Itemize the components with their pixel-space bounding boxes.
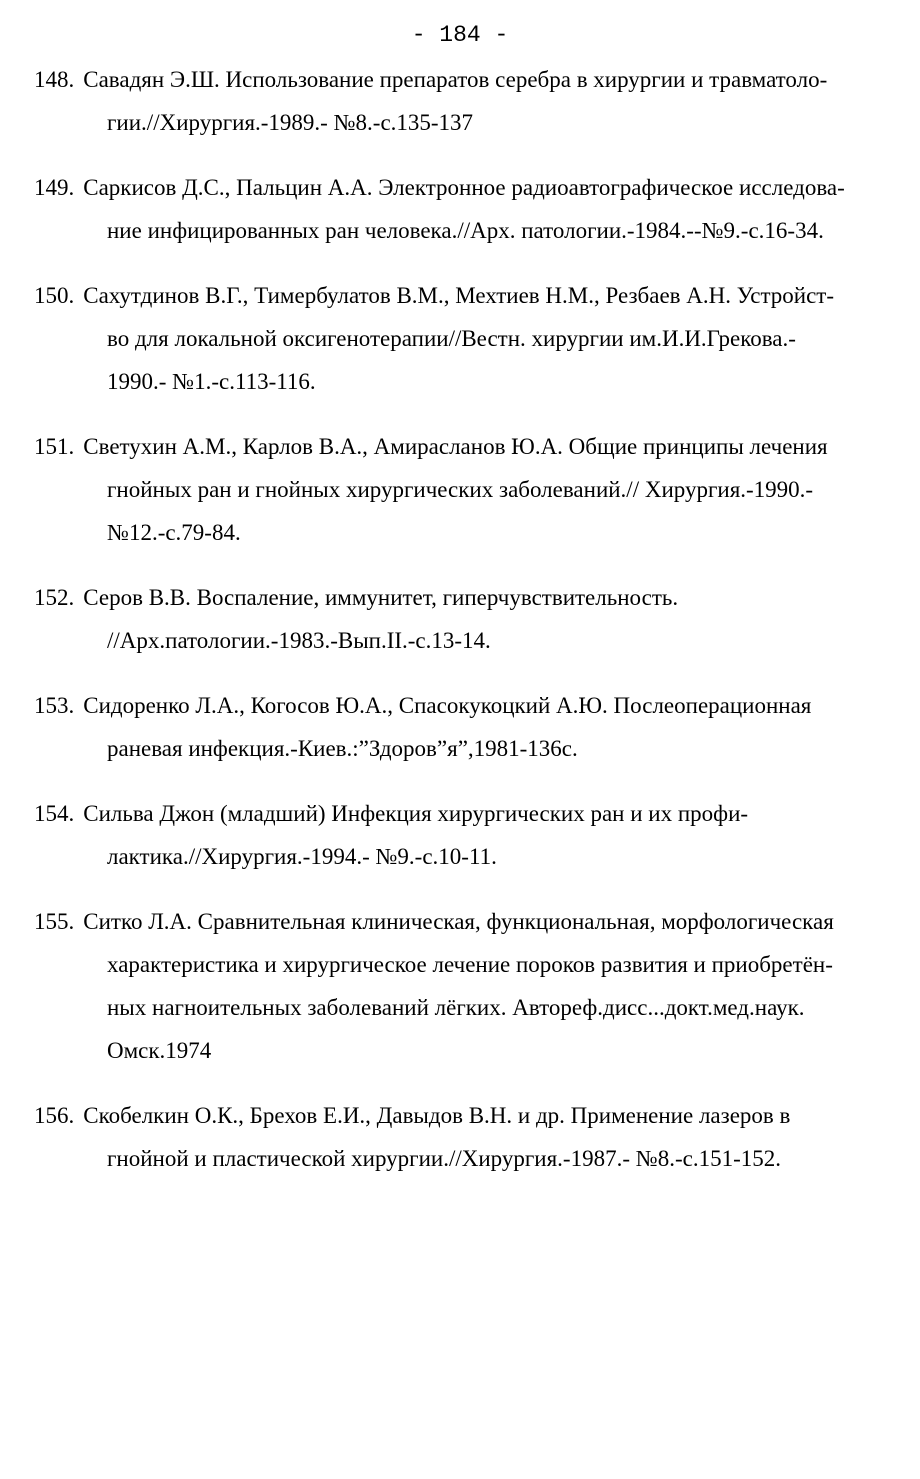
reference-number: 153. [34,693,75,718]
reference-number: 155. [34,909,75,934]
reference-number: 152. [34,585,75,610]
reference-item [34,58,886,144]
reference-item [34,166,886,252]
reference-text-line: характеристика и хирургическое лечение пороков развития и приобретён- [107,952,833,977]
reference-text-line: во для локальной оксигенотерапии//Вестн. хирургии им.И.И.Грекова.- [107,326,796,351]
reference-item [34,1094,886,1180]
reference-text-line: Сахутдинов В.Г., Тимербулатов В.М., Мехтиев Н.М., Резбаев А.Н. Устройст- [83,283,835,308]
reference-number: 150. [34,283,75,308]
reference-number: 154. [34,801,75,826]
reference-item [34,684,886,770]
reference-text-line: Ситко Л.А. Сравнительная клиническая, функциональная, морфологическая [83,909,834,934]
reference-text-line: Омск.1974 [107,1038,212,1063]
reference-text-line: №12.-с.79-84. [107,520,241,545]
reference-number: 148. [34,67,75,92]
reference-text-line: Савадян Э.Ш. Использование препаратов серебра в хирургии и травматоло- [83,67,828,92]
reference-item [34,792,886,878]
reference-item [34,274,886,403]
reference-text-line: раневая инфекция.-Киев.:”Здоров”я”,1981-136с. [107,736,578,761]
reference-text-line: Сильва Джон (младший) Инфекция хирургических ран и их профи- [83,801,749,826]
reference-text-line: ние инфицированных ран человека.//Арх. патологии.-1984.--№9.-с.16-34. [107,218,824,243]
reference-text-line: 1990.- №1.-с.113-116. [107,369,316,394]
reference-item [34,576,886,662]
reference-list [34,58,886,1202]
reference-text-line: Скобелкин О.К., Брехов Е.И., Давыдов В.Н. и др. Применение лазеров в [83,1103,791,1128]
reference-number: 151. [34,434,75,459]
reference-text-line: Серов В.В. Воспаление, иммунитет, гиперчувствительность. [83,585,679,610]
reference-number: 149. [34,175,75,200]
reference-text-line: Саркисов Д.С., Пальцин А.А. Электронное радиоавтографическое исследова- [83,175,845,200]
reference-text-line: гнойной и пластической хирургии.//Хирургия.-1987.- №8.-с.151-152. [107,1146,781,1171]
reference-item [34,425,886,554]
reference-text-line: //Арх.патологии.-1983.-Вып.II.-с.13-14. [107,628,491,653]
reference-text-line: лактика.//Хирургия.-1994.- №9.-с.10-11. [107,844,497,869]
reference-text-line: Светухин А.М., Карлов В.А., Амирасланов Ю.А. Общие принципы лечения [83,434,828,459]
reference-item [34,900,886,1072]
reference-text-line: Сидоренко Л.А., Когосов Ю.А., Спасокукоцкий А.Ю. Послеоперационная [83,693,812,718]
page-number: - 184 - [411,22,509,48]
reference-text-line: гии.//Хирургия.-1989.- №8.-с.135-137 [107,110,474,135]
reference-number: 156. [34,1103,75,1128]
reference-text-line: гнойных ран и гнойных хирургических заболеваний.// Хирургия.-1990.- [107,477,814,502]
reference-text-line: ных нагноительных заболеваний лёгких. Автореф.дисс...докт.мед.наук. [107,995,805,1020]
